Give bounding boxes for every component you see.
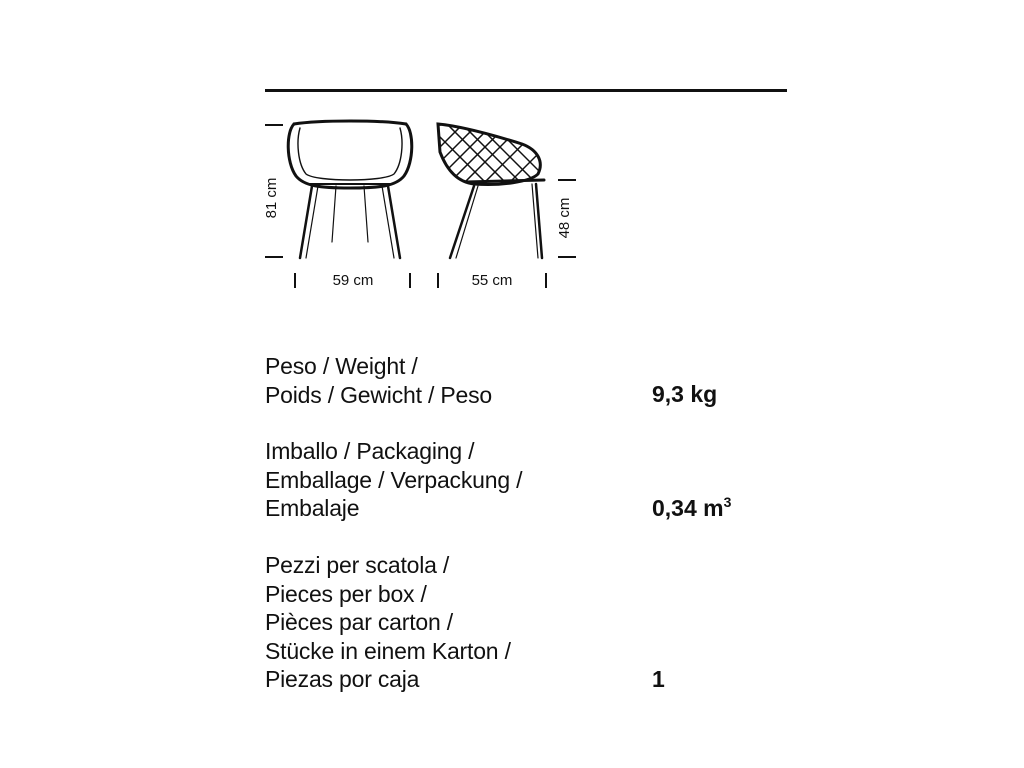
- chair-side-view: [390, 117, 580, 258]
- packaging-label-line: Imballo / Packaging /: [265, 438, 475, 464]
- packaging-label-line: Embalaje: [265, 495, 360, 521]
- chair-dimension-drawing: [260, 112, 590, 297]
- pieces-label-block: [265, 551, 785, 694]
- top-divider-rule: [265, 89, 787, 92]
- packaging-value-exponent: 3: [723, 494, 732, 510]
- weight-label-line: Peso / Weight /: [265, 353, 418, 379]
- chair-front-view: [288, 121, 412, 258]
- packaging-label-line: Emballage / Verpackung /: [265, 466, 523, 493]
- seat-height-label: 48 cm: [556, 197, 573, 239]
- height-total-label: 81 cm: [263, 177, 280, 219]
- pieces-label-line: Pièces par carton /: [265, 609, 453, 635]
- pieces-value: 1: [652, 666, 665, 692]
- packaging-value-number: 0,34 m: [652, 495, 724, 521]
- packaging-value: [652, 494, 731, 523]
- depth-label: 55 cm: [471, 272, 513, 289]
- width-label: 59 cm: [332, 272, 374, 289]
- pieces-label-line: Piezas por caja: [265, 666, 420, 692]
- dimension-marks: [265, 125, 576, 288]
- weight-label-line: Poids / Gewicht / Peso: [265, 381, 492, 408]
- pieces-label-line: Pieces per box /: [265, 580, 427, 607]
- weight-value: 9,3 kg: [652, 381, 718, 407]
- pieces-label-line: Pezzi per scatola /: [265, 552, 450, 578]
- pieces-label-line: Stücke in einem Karton /: [265, 637, 511, 664]
